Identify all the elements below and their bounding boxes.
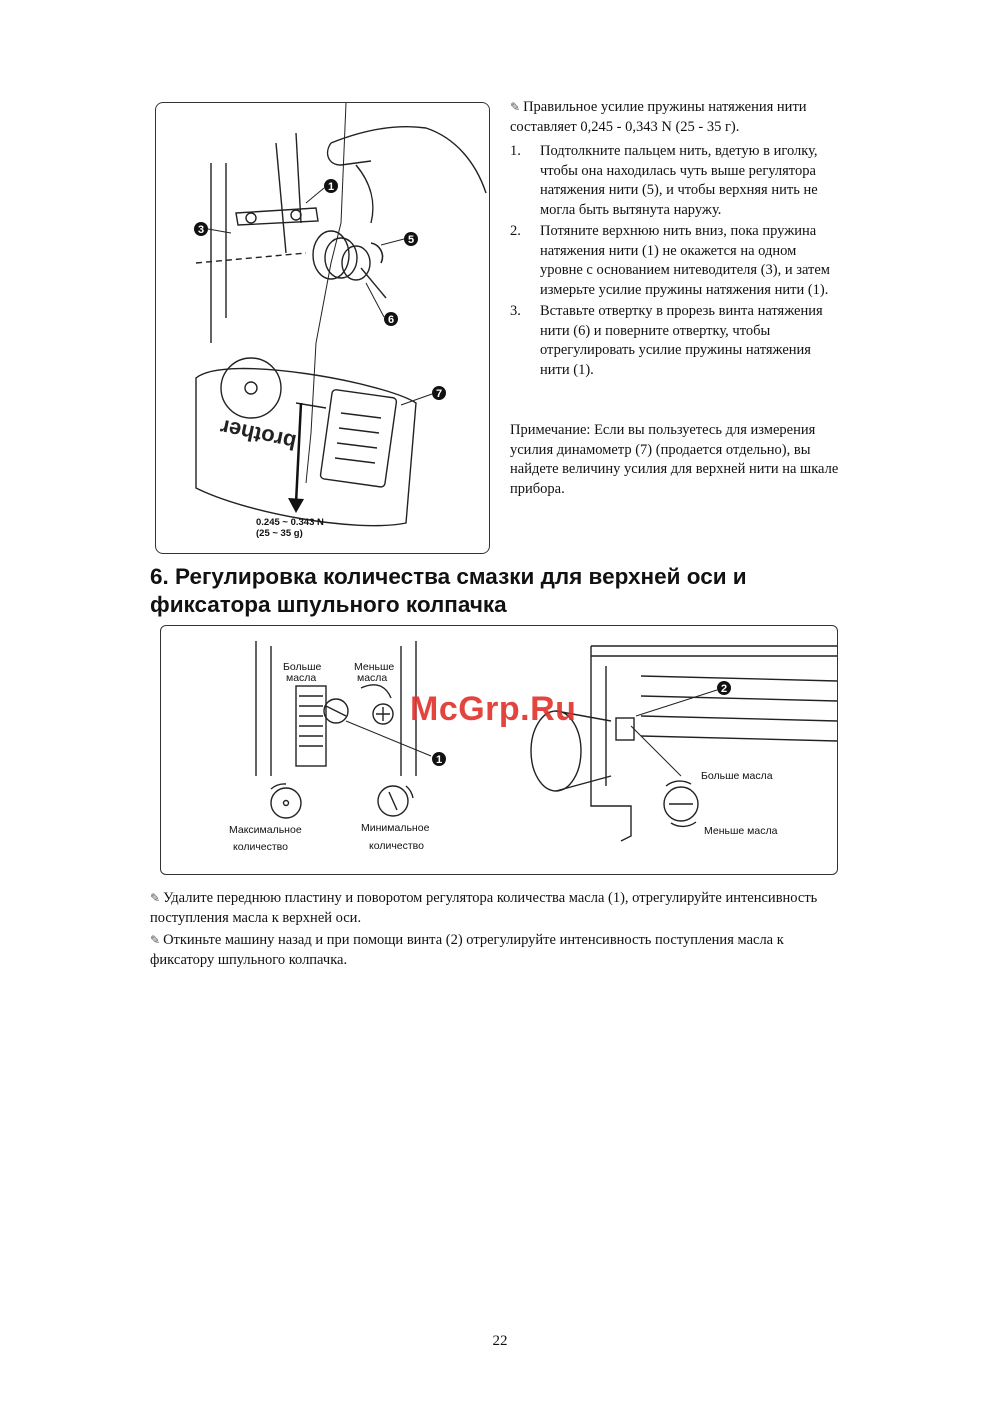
list-item: [510, 302, 840, 380]
step-number: 2.: [510, 223, 521, 239]
paragraph-text: Откиньте машину назад и при помощи винта (2) отрегулируйте интенсивность поступления масла к фиксатору шпульного колпачка.: [150, 932, 784, 968]
callout-5: 5: [407, 234, 415, 246]
list-item: [510, 142, 840, 220]
less-oil-left-line2: масла: [357, 672, 388, 684]
watermark: McGrp.Ru: [410, 690, 577, 728]
paragraph-bobbin-case: [150, 930, 840, 970]
max-amount-line2: количество: [233, 841, 288, 853]
more-oil-left-line2: масла: [286, 672, 317, 684]
more-oil-right: Больше масла: [701, 770, 773, 782]
callout-1: 1: [327, 181, 335, 193]
step-text: Потяните верхнюю нить вниз, пока пружина натяжения нити (1) не окажется на одном уровне с основанием нитеводителя (3), и затем измерьте усилие пружины натяжения нити (1).: [540, 223, 830, 298]
less-oil-left-line1: Меньше: [354, 661, 395, 673]
step-text: Подтолкните пальцем нить, вдетую в иголку, чтобы она находилась чуть выше регулятора натяжения нити (5), и чтобы верхняя нить не могла быть вытянута наружу.: [540, 143, 818, 218]
oil-adjustment-figure: [160, 625, 838, 875]
gauge-brand-text: brother: [217, 414, 299, 456]
oil-adjustment-drawing: [161, 626, 837, 874]
note-text: Примечание: Если вы пользуетесь для измерения усилия динамометр (7) (продается отдельно), вы найдете величину усилия для верхней нити на шкале прибора.: [510, 422, 839, 497]
callout-oil-2: 2: [720, 683, 728, 695]
callout-6: 6: [387, 314, 395, 326]
more-oil-left-line1: Больше: [283, 661, 322, 673]
tension-spring-drawing: [156, 103, 489, 553]
callout-7: 7: [435, 388, 443, 400]
callout-3: 3: [197, 224, 205, 236]
tension-spring-figure: [155, 102, 490, 554]
paragraph-text: Удалите переднюю пластину и поворотом регулятора количества масла (1), отрегулируйте интенсивность поступления масла к верхней оси.: [150, 890, 818, 926]
min-amount-line1: Минимальное: [361, 822, 430, 834]
step-number: 3.: [510, 303, 521, 319]
less-oil-right: Меньше масла: [704, 825, 778, 837]
pencil-icon: ✎: [150, 891, 161, 905]
pencil-icon: ✎: [150, 933, 161, 947]
intro-sentence: Правильное усилие пружины натяжения нити составляет 0,245 - 0,343 N (25 - 35 г).: [510, 99, 807, 135]
pencil-icon: ✎: [510, 100, 521, 114]
min-amount-line2: количество: [369, 840, 424, 852]
max-amount-line1: Максимальное: [229, 824, 302, 836]
page-number: 22: [492, 1333, 508, 1349]
intro-text: [510, 98, 840, 137]
section-title: 6. Регулировка количества смазки для верхней оси и фиксатора шпульного колпачка: [150, 564, 747, 617]
step-number: 1.: [510, 143, 521, 159]
list-item: [510, 222, 840, 300]
step-text: Вставьте отвертку в прорезь винта натяжения нити (6) и поверните отвертку, чтобы отрегулировать усилие пружины натяжения нити (1).: [540, 303, 823, 378]
callout-oil-1: 1: [435, 754, 443, 766]
paragraph-upper-shaft: [150, 888, 840, 928]
range-label-n: 0.245 ~ 0.343 N: [256, 517, 324, 528]
range-label-g: (25 ~ 35 g): [256, 528, 303, 539]
procedure-steps: [510, 142, 840, 382]
